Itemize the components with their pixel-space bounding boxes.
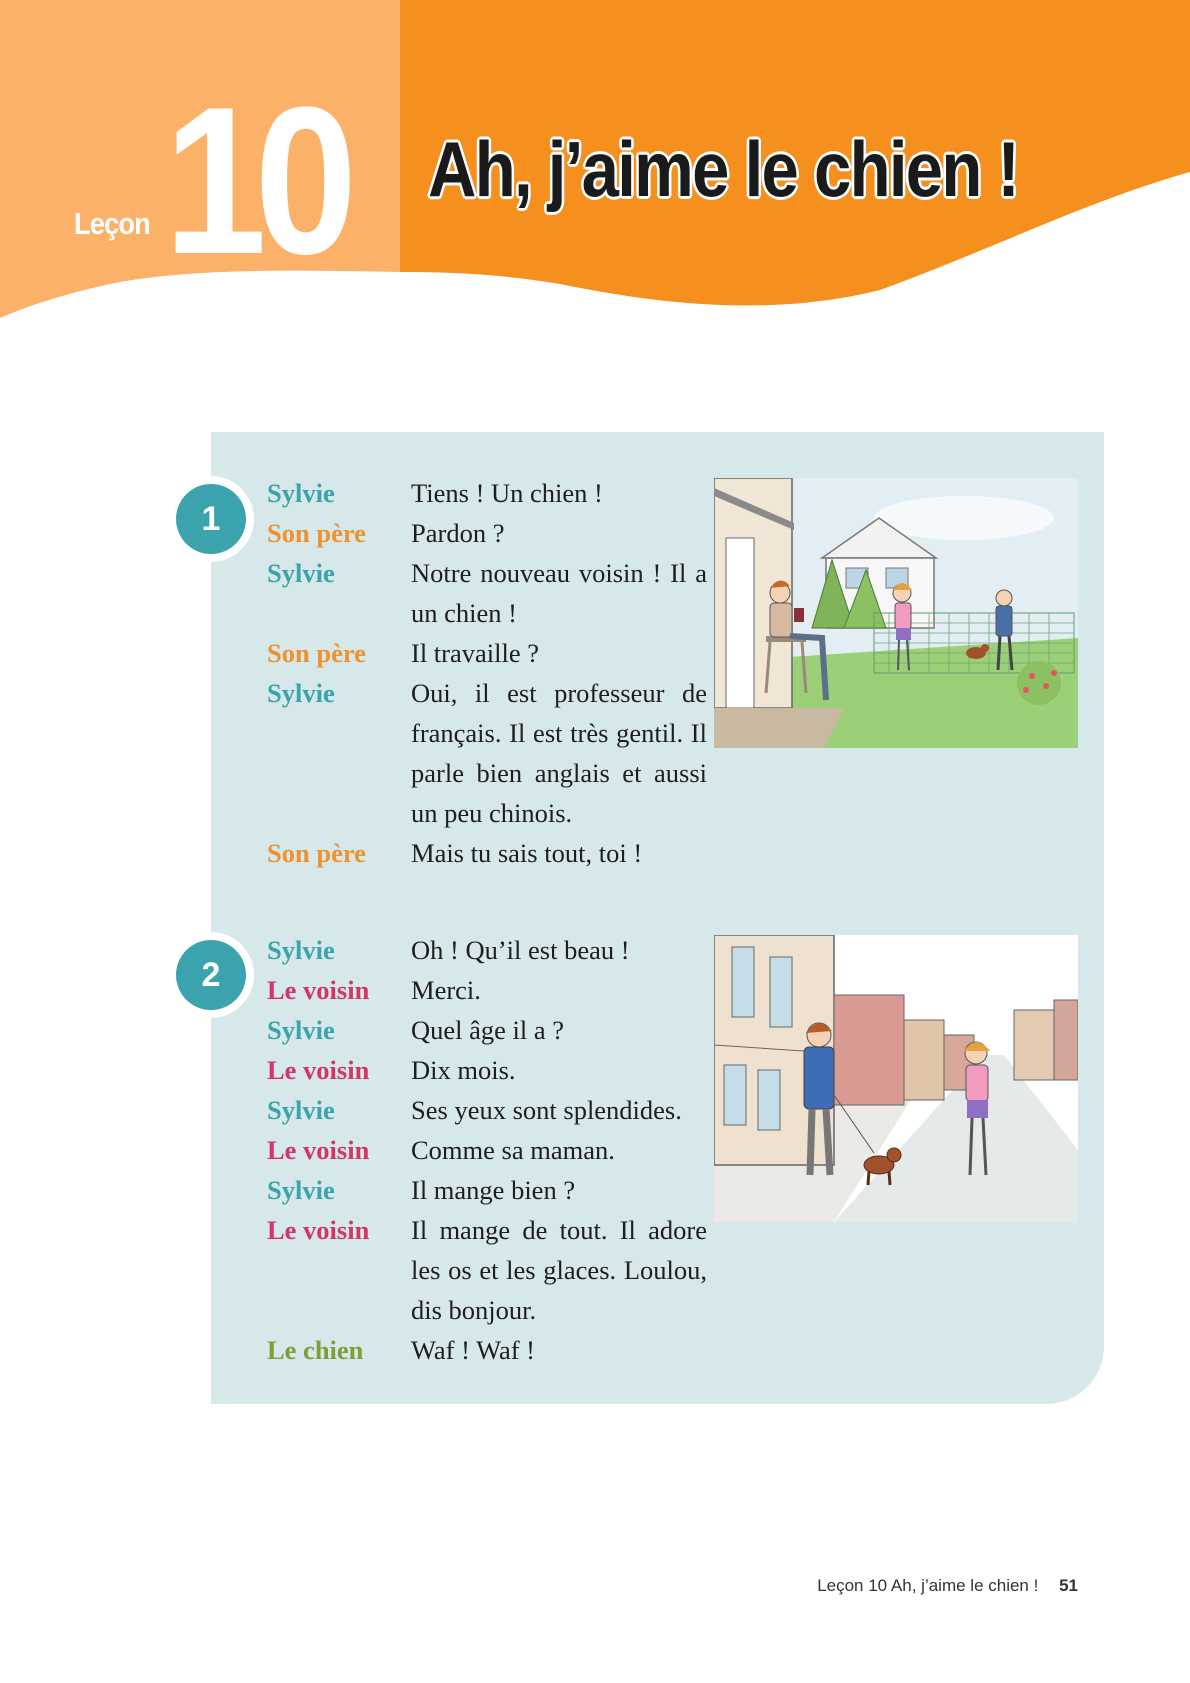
speaker-name: Son père <box>267 518 366 548</box>
speaker-name: Le voisin <box>267 1215 370 1245</box>
speaker-name: Sylvie <box>267 478 335 508</box>
garden-scene-illustration <box>714 478 1078 748</box>
lesson-number: 10 <box>164 63 345 298</box>
speaker-name: Le voisin <box>267 1135 370 1165</box>
page-footer <box>817 1576 1078 1596</box>
line-text: Oui, il est professeur de français. Il est très gentil. Il parle bien anglais et aussi un peu chinois. <box>411 678 707 828</box>
street-scene-image <box>714 935 1078 1222</box>
dialogue-line <box>267 1050 707 1090</box>
line-text: Merci. <box>411 975 481 1005</box>
dialogue-number: 1 <box>176 484 246 554</box>
dialogue-line <box>267 513 707 553</box>
dialogue-line <box>267 1010 707 1050</box>
line-text: Comme sa maman. <box>411 1135 615 1165</box>
line-text: Quel âge il a ? <box>411 1015 565 1045</box>
speaker-name: Sylvie <box>267 1175 335 1205</box>
dialogue-line <box>267 930 707 970</box>
dialogue-line <box>267 633 707 673</box>
page-number: 51 <box>1059 1576 1078 1595</box>
dialogue-line <box>267 833 707 873</box>
speaker-name: Sylvie <box>267 935 335 965</box>
dialogue-number-badge-2 <box>168 932 254 1018</box>
dialogue-number: 2 <box>176 940 246 1010</box>
dialogue-line <box>267 1330 707 1370</box>
street-scene-illustration <box>714 935 1078 1222</box>
dialogue-line <box>267 553 707 633</box>
line-text: Il mange bien ? <box>411 1175 576 1205</box>
speaker-name: Le chien <box>267 1335 364 1365</box>
dialogue-line <box>267 473 707 513</box>
speaker-name: Le voisin <box>267 1055 370 1085</box>
dialogue-line <box>267 970 707 1010</box>
speaker-name: Son père <box>267 638 366 668</box>
speaker-name: Le voisin <box>267 975 370 1005</box>
lesson-label: Leçon <box>74 206 150 241</box>
line-text: Il travaille ? <box>411 638 540 668</box>
line-text: Il mange de tout. Il adore les os et les glaces. Loulou, dis bonjour. <box>411 1215 707 1325</box>
line-text: Tiens ! Un chien ! <box>411 478 603 508</box>
line-text: Waf ! Waf ! <box>411 1335 535 1365</box>
line-text: Pardon ? <box>411 518 505 548</box>
line-text: Mais tu sais tout, toi ! <box>411 838 643 868</box>
speaker-name: Sylvie <box>267 1095 335 1125</box>
speaker-name: Sylvie <box>267 558 335 588</box>
speaker-name: Sylvie <box>267 678 335 708</box>
footer-running-title: Leçon 10 Ah, j’aime le chien ! <box>817 1576 1039 1595</box>
dialogue-line <box>267 1210 707 1330</box>
speaker-name: Sylvie <box>267 1015 335 1045</box>
speaker-name: Son père <box>267 838 366 868</box>
line-text: Oh ! Qu’il est beau ! <box>411 935 630 965</box>
line-text: Notre nouveau voisin ! Il a un chien ! <box>411 558 707 628</box>
line-text: Dix mois. <box>411 1055 516 1085</box>
dialogue-line <box>267 1130 707 1170</box>
dialogue-line <box>267 1090 707 1130</box>
page-title: Ah, j’aime le chien ! <box>428 125 1019 213</box>
dialogue-number-badge-1 <box>168 476 254 562</box>
dialogue-2 <box>267 930 707 1370</box>
dialogue-1 <box>267 473 707 873</box>
line-text: Ses yeux sont splendides. <box>411 1095 682 1125</box>
lesson-header <box>0 0 1190 340</box>
dialogue-line <box>267 1170 707 1210</box>
garden-scene-image <box>714 478 1078 748</box>
dialogue-line <box>267 673 707 833</box>
